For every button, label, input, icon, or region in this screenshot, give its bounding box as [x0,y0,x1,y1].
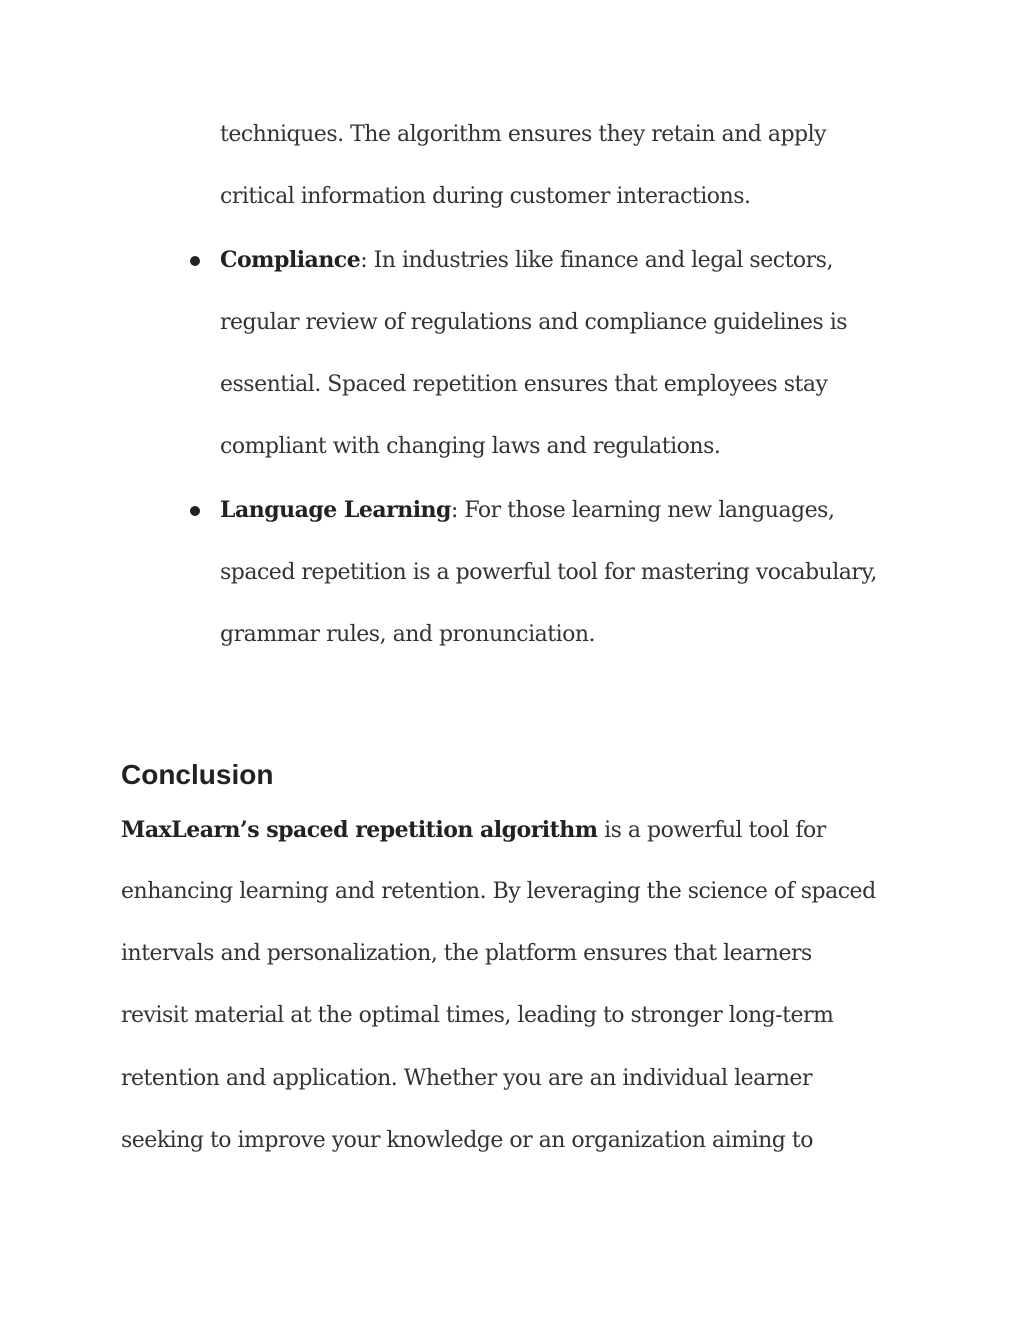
paragraph-line: intervals and personalization, the platform ensures that learners [121,941,812,966]
list-item-term: Language Learning [220,497,451,523]
bullet-icon [190,506,200,516]
paragraph-line [121,815,826,846]
list-item-line: compliant with changing laws and regulations. [220,434,721,459]
list-item-language-learning [220,495,834,526]
paragraph-line: revisit material at the optimal times, leading to stronger long-term [121,1003,834,1028]
paragraph-line: retention and application. Whether you are an individual learner [121,1066,812,1091]
paragraph-text: is a powerful tool for [597,818,826,843]
paragraph-line: enhancing learning and retention. By leveraging the science of spaced [121,879,876,904]
list-item-continued-line: critical information during customer interactions. [220,184,751,209]
paragraph-bold-lead: MaxLearn’s spaced repetition algorithm [121,817,598,843]
bullet-icon [190,256,200,266]
list-item-line: regular review of regulations and compliance guidelines is [220,310,848,335]
section-heading: Conclusion [121,759,274,790]
list-item-line: essential. Spaced repetition ensures that employees stay [220,372,828,397]
list-item-continued-line: techniques. The algorithm ensures they retain and apply [220,122,827,147]
list-item-line: grammar rules, and pronunciation. [220,622,596,647]
list-item-term: Compliance [220,247,361,273]
list-item-line: spaced repetition is a powerful tool for mastering vocabulary, [220,560,877,585]
list-item-compliance [220,245,833,276]
list-item-text: : For those learning new languages, [450,498,835,523]
list-item-text: : In industries like finance and legal sectors, [360,248,833,273]
paragraph-line: seeking to improve your knowledge or an organization aiming to [121,1128,813,1153]
